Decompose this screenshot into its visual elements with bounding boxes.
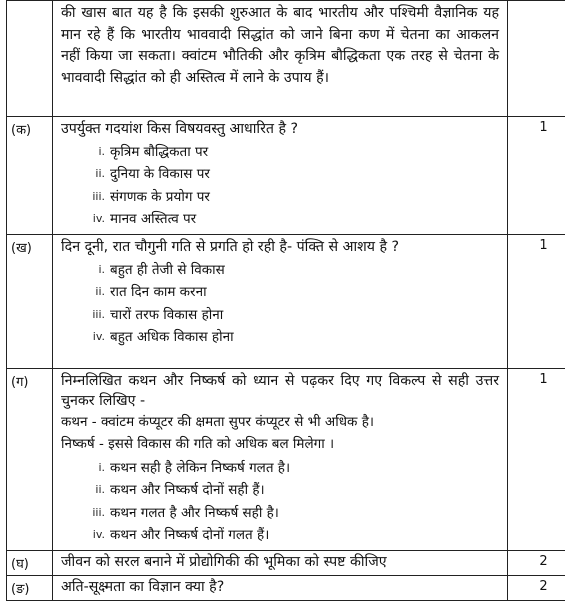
option-list	[61, 259, 499, 348]
marks-cell: 1	[508, 369, 565, 551]
option-list	[61, 457, 499, 546]
option-text: रात दिन काम करना	[110, 281, 207, 303]
conclusion-line: निष्कर्ष - इससे विकास की गति को अधिक बल मिलेगा ।	[61, 433, 499, 455]
question-text: दिन दूनी, रात चौगुनी गति से प्रगति हो रही है- पंक्ति से आशय है ?	[61, 237, 499, 257]
option-item	[83, 479, 499, 501]
option-item	[83, 208, 499, 230]
option-number: i.	[83, 457, 110, 479]
option-item	[83, 304, 499, 326]
question-number: (ङ)	[7, 576, 53, 601]
option-number: iv.	[83, 208, 110, 230]
statement-line: कथन - क्वांटम कंप्यूटर की क्षमता सुपर कंप्यूटर से भी अधिक है।	[61, 411, 499, 433]
question-row-ga	[7, 369, 565, 551]
question-text: अति-सूक्ष्मता का विज्ञान क्या है?	[61, 578, 499, 596]
option-item	[83, 502, 499, 524]
question-row-kha	[7, 235, 565, 369]
option-number: i.	[83, 259, 110, 281]
option-text: कथन और निष्कर्ष दोनों सही हैं।	[110, 479, 265, 501]
option-number: iii.	[83, 186, 110, 208]
question-text: निम्नलिखित कथन और निष्कर्ष को ध्यान से पढ़कर दिए गए विकल्प से सही उत्तर चुनकर लिखिए -	[61, 371, 499, 411]
option-number: ii.	[83, 163, 110, 185]
option-number: iv.	[83, 524, 110, 546]
option-item	[83, 259, 499, 281]
question-cell	[53, 117, 508, 235]
passage-row	[7, 1, 565, 117]
question-cell	[53, 369, 508, 551]
question-text: जीवन को सरल बनाने में प्रोद्योगिकी की भूमिका को स्पष्ट कीजिए	[61, 553, 499, 571]
option-number: ii.	[83, 281, 110, 303]
question-number: (ख)	[7, 235, 53, 369]
marks-cell: 1	[508, 235, 565, 369]
option-number: iii.	[83, 304, 110, 326]
option-text: कथन और निष्कर्ष दोनों गलत हैं।	[110, 524, 269, 546]
option-text: बहुत अधिक विकास होना	[110, 326, 234, 348]
question-number: (क)	[7, 117, 53, 235]
option-text: दुनिया के विकास पर	[110, 163, 210, 185]
option-number: iv.	[83, 326, 110, 348]
option-text: मानव अस्तित्व पर	[110, 208, 196, 230]
option-item	[83, 326, 499, 348]
question-row-gha	[7, 551, 565, 576]
marks-cell: 1	[508, 117, 565, 235]
option-list	[61, 141, 499, 230]
passage-cell	[53, 1, 508, 117]
passage-text: की खास बात यह है कि इसकी शुरुआत के बाद भारतीय और पश्चिमी वैज्ञानिक यह मान रहे हैं कि भारतीय भाववादी सिद्धांत को जाने बिना कण में चेतना का आकलन नहीं किया जा सकता। क्वांटम भौतिकी और कृत्रिम बौद्धिकता एक तरह से चेतना के भाववादी सिद्धांत को ही अस्तित्व में लाने के उपाय हैं।	[61, 3, 499, 89]
option-text: संगणक के प्रयोग पर	[110, 186, 210, 208]
question-number: (ग)	[7, 369, 53, 551]
option-text: चारों तरफ विकास होना	[110, 304, 223, 326]
option-text: बहुत ही तेजी से विकास	[110, 259, 225, 281]
option-number: i.	[83, 141, 110, 163]
marks-cell: 2	[508, 551, 565, 576]
option-number: ii.	[83, 479, 110, 501]
option-number: iii.	[83, 502, 110, 524]
option-item	[83, 163, 499, 185]
question-cell	[53, 551, 508, 576]
question-cell	[53, 235, 508, 369]
option-text: कृत्रिम बौद्धिकता पर	[110, 141, 208, 163]
option-item	[83, 141, 499, 163]
option-item	[83, 281, 499, 303]
option-item	[83, 186, 499, 208]
question-row-ka	[7, 117, 565, 235]
question-number: (घ)	[7, 551, 53, 576]
option-text: कथन गलत है और निष्कर्ष सही है।	[110, 502, 279, 524]
question-cell	[53, 576, 508, 601]
marks-cell: 2	[508, 576, 565, 601]
question-row-nga	[7, 576, 565, 601]
empty-cell	[7, 1, 53, 117]
option-item	[83, 457, 499, 479]
option-item	[83, 524, 499, 546]
question-text: उपर्युक्त गदयांश किस विषयवस्तु आधारित है ?	[61, 119, 499, 139]
question-table	[6, 0, 565, 601]
empty-marks-cell	[508, 1, 565, 117]
option-text: कथन सही है लेकिन निष्कर्ष गलत है।	[110, 457, 290, 479]
